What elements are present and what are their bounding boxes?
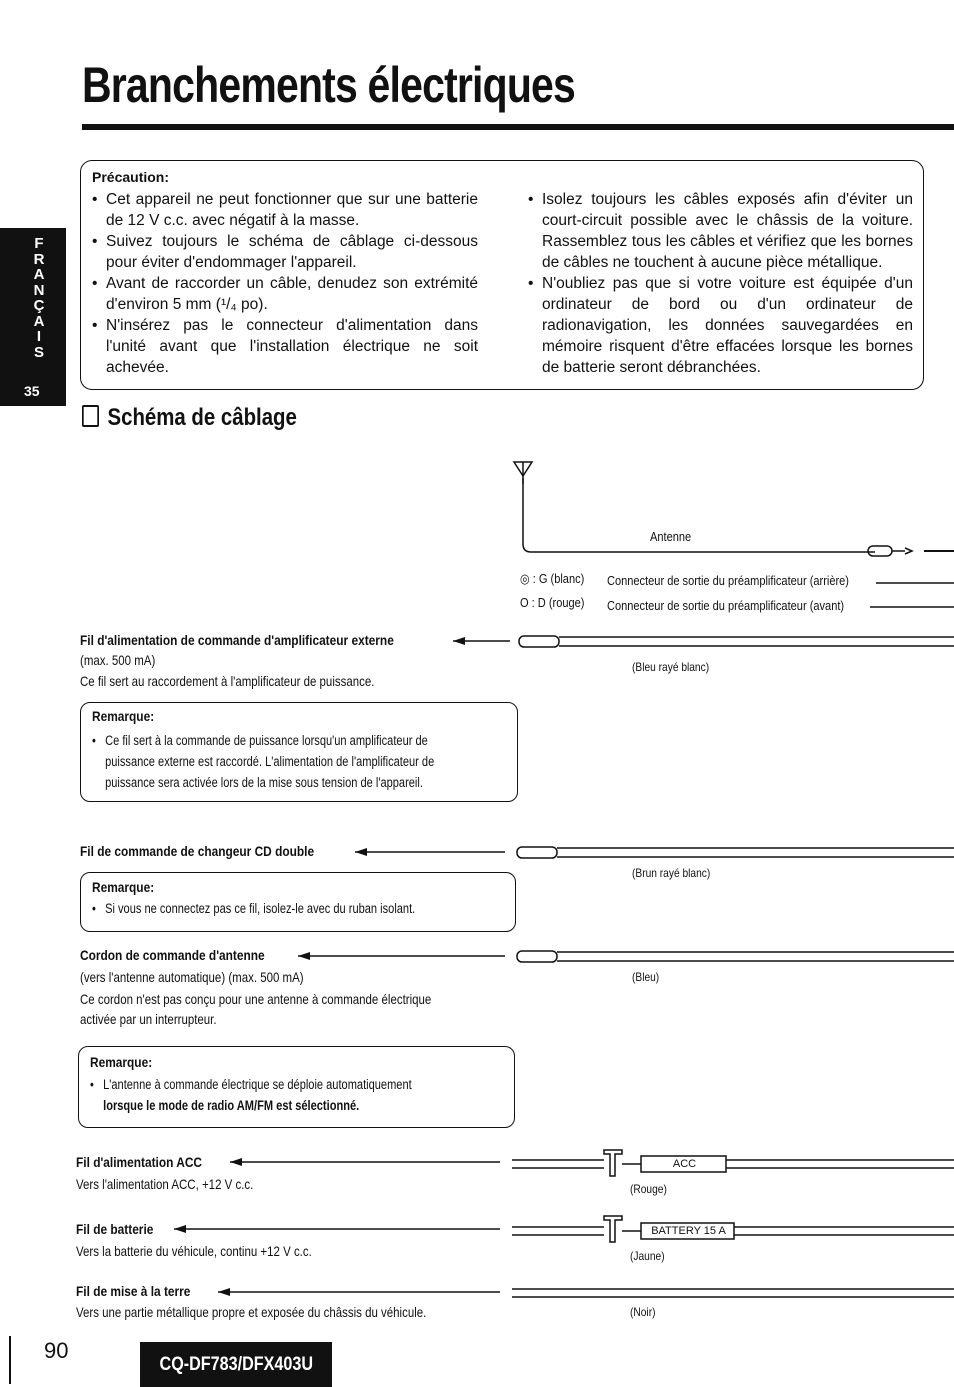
- preamp-front-label: Connecteur de sortie du préamplificateur (avant): [607, 598, 845, 613]
- acc-wire-color: (Rouge): [630, 1182, 667, 1196]
- cd-wire-color: (Brun rayé blanc): [632, 866, 711, 880]
- tab-letter: A: [33, 312, 45, 330]
- amp-wire-color: (Bleu rayé blanc): [632, 660, 710, 674]
- preamp-rear-label: Connecteur de sortie du préamplificateur (arrière): [607, 573, 849, 588]
- caution-item: • N'insérez pas le connecteur d'alimentation dans l'unité avant que l'installation électrique ne soit achevée.: [92, 315, 478, 378]
- ant-note-text: • L'antenne à commande électrique se déploie automatiquement lorsque le mode de radio AM/FM est sélectionné.: [90, 1074, 412, 1116]
- acc-fuse-holder: [604, 1150, 622, 1176]
- ground-wire-color: (Noir): [630, 1305, 656, 1319]
- antenna-plug: [868, 546, 892, 556]
- tab-letter: R: [33, 250, 45, 268]
- ant-wire-line1: (vers l'antenne automatique) (max. 500 mA): [80, 969, 304, 985]
- ant-note-line: L'antenne à commande électrique se déploie automatiquement: [103, 1077, 412, 1092]
- ant-connector: [517, 951, 557, 962]
- tab-letter: A: [33, 266, 45, 283]
- preamp-rear-code: ◎ : G (blanc): [520, 571, 585, 586]
- ant-wire-label: Cordon de commande d'antenne: [80, 947, 265, 963]
- ground-wire-desc: Vers une partie métallique propre et exposée du châssis du véhicule.: [76, 1304, 427, 1320]
- tab-letter: S: [33, 343, 44, 361]
- cd-note-text: • Si vous ne connectez pas ce fil, isolez-le avec du ruban isolant.: [92, 901, 416, 916]
- battery-wire-label: Fil de batterie: [76, 1221, 154, 1237]
- tab-letter: N: [33, 281, 45, 299]
- model-badge: [140, 1342, 332, 1387]
- cd-note-line: Si vous ne connectez pas ce fil, isolez-le avec du ruban isolant.: [105, 901, 416, 916]
- cd-note-heading: Remarque:: [92, 879, 155, 895]
- caution-heading: Précaution:: [92, 169, 170, 185]
- battery-fuse-label: BATTERY 15 A: [651, 1225, 726, 1237]
- model-name: CQ-DF783/DFX403U: [159, 1353, 313, 1375]
- amp-note-heading: Remarque:: [92, 708, 155, 724]
- amp-note-line: Ce fil sert à la commande de puissance lorsqu'un amplificateur de: [105, 733, 428, 748]
- cd-wire-label: Fil de commande de changeur CD double: [80, 843, 315, 859]
- acc-fuse-label: ACC: [672, 1158, 697, 1170]
- amp-note-line: puissance externe est raccordé. L'alimentation de l'amplificateur de: [105, 754, 435, 769]
- amp-connector: [519, 636, 559, 647]
- preamp-front-code: O : D (rouge): [520, 595, 585, 610]
- acc-wire-label: Fil d'alimentation ACC: [76, 1154, 203, 1170]
- acc-wire-desc: Vers l'alimentation ACC, +12 V c.c.: [76, 1176, 254, 1192]
- caution-item: • N'oubliez pas que si votre voiture est équipée d'un ordinateur de bord ou d'un ordinateur de radionavigation, les données sauvegardées en mémoire risquent d'être effacées lorsque les bornes de batterie seront débranchées.: [528, 273, 913, 378]
- caution-item: • Avant de raccorder un câble, denudez son extrémité d'environ 5 mm (¹/₄ po).: [92, 273, 478, 315]
- tab-letter: I: [36, 328, 42, 345]
- amp-wire-desc: Ce fil sert au raccordement à l'amplificateur de puissance.: [80, 673, 375, 689]
- battery-wire-color: (Jaune): [630, 1249, 665, 1263]
- section-page-number: 35: [24, 383, 40, 399]
- ground-wire-label: Fil de mise à la terre: [76, 1283, 191, 1299]
- section-title-text: Schéma de câblage: [107, 404, 297, 431]
- amp-wire-max: (max. 500 mA): [80, 652, 156, 668]
- antenna-label: Antenne: [650, 529, 692, 544]
- amp-note-text: • Ce fil sert à la commande de puissance lorsqu'un amplificateur de puissance externe est raccordé. L'alimentation de l'amplificateur de puissance sera activée lors de la mise sous tension de l'appareil.: [92, 730, 434, 793]
- cd-connector: [517, 847, 557, 858]
- antenna-cable: [523, 478, 875, 552]
- battery-wire-desc: Vers la batterie du véhicule, continu +12 V c.c.: [76, 1243, 312, 1259]
- battery-fuse-holder: [604, 1216, 622, 1242]
- caution-item: • Cet appareil ne peut fonctionner que sur une batterie de 12 V c.c. avec négatif à la masse.: [92, 189, 478, 231]
- page-title: Branchements électriques: [82, 57, 576, 113]
- ant-note-line-bold: lorsque le mode de radio AM/FM est sélectionné.: [103, 1098, 360, 1113]
- amp-wire-label: Fil d'alimentation de commande d'amplificateur externe: [80, 632, 394, 648]
- antenna-plug-tip: [892, 548, 912, 554]
- page-number: 90: [44, 1338, 69, 1363]
- ant-wire-line2: Ce cordon n'est pas conçu pour une antenne à commande électrique: [80, 991, 432, 1007]
- tab-letter: F: [34, 235, 44, 252]
- ant-wire-line3: activée par un interrupteur.: [80, 1011, 217, 1027]
- amp-note-line: puissance sera activée lors de la mise sous tension de l'appareil.: [105, 775, 423, 790]
- tab-letter: Ç: [33, 297, 45, 314]
- caution-item: • Isolez toujours les câbles exposés afin d'éviter un court-circuit possible avec le châssis de la voiture. Rassemblez tous les câbles et vérifiez que les bornes de câbles ne touchent à aucune pièce métallique.: [528, 189, 913, 273]
- ant-note-heading: Remarque:: [90, 1054, 153, 1070]
- ant-wire-color: (Bleu): [632, 970, 660, 984]
- caution-item: • Suivez toujours le schéma de câblage ci-dessous pour éviter d'endommager l'appareil.: [92, 231, 478, 273]
